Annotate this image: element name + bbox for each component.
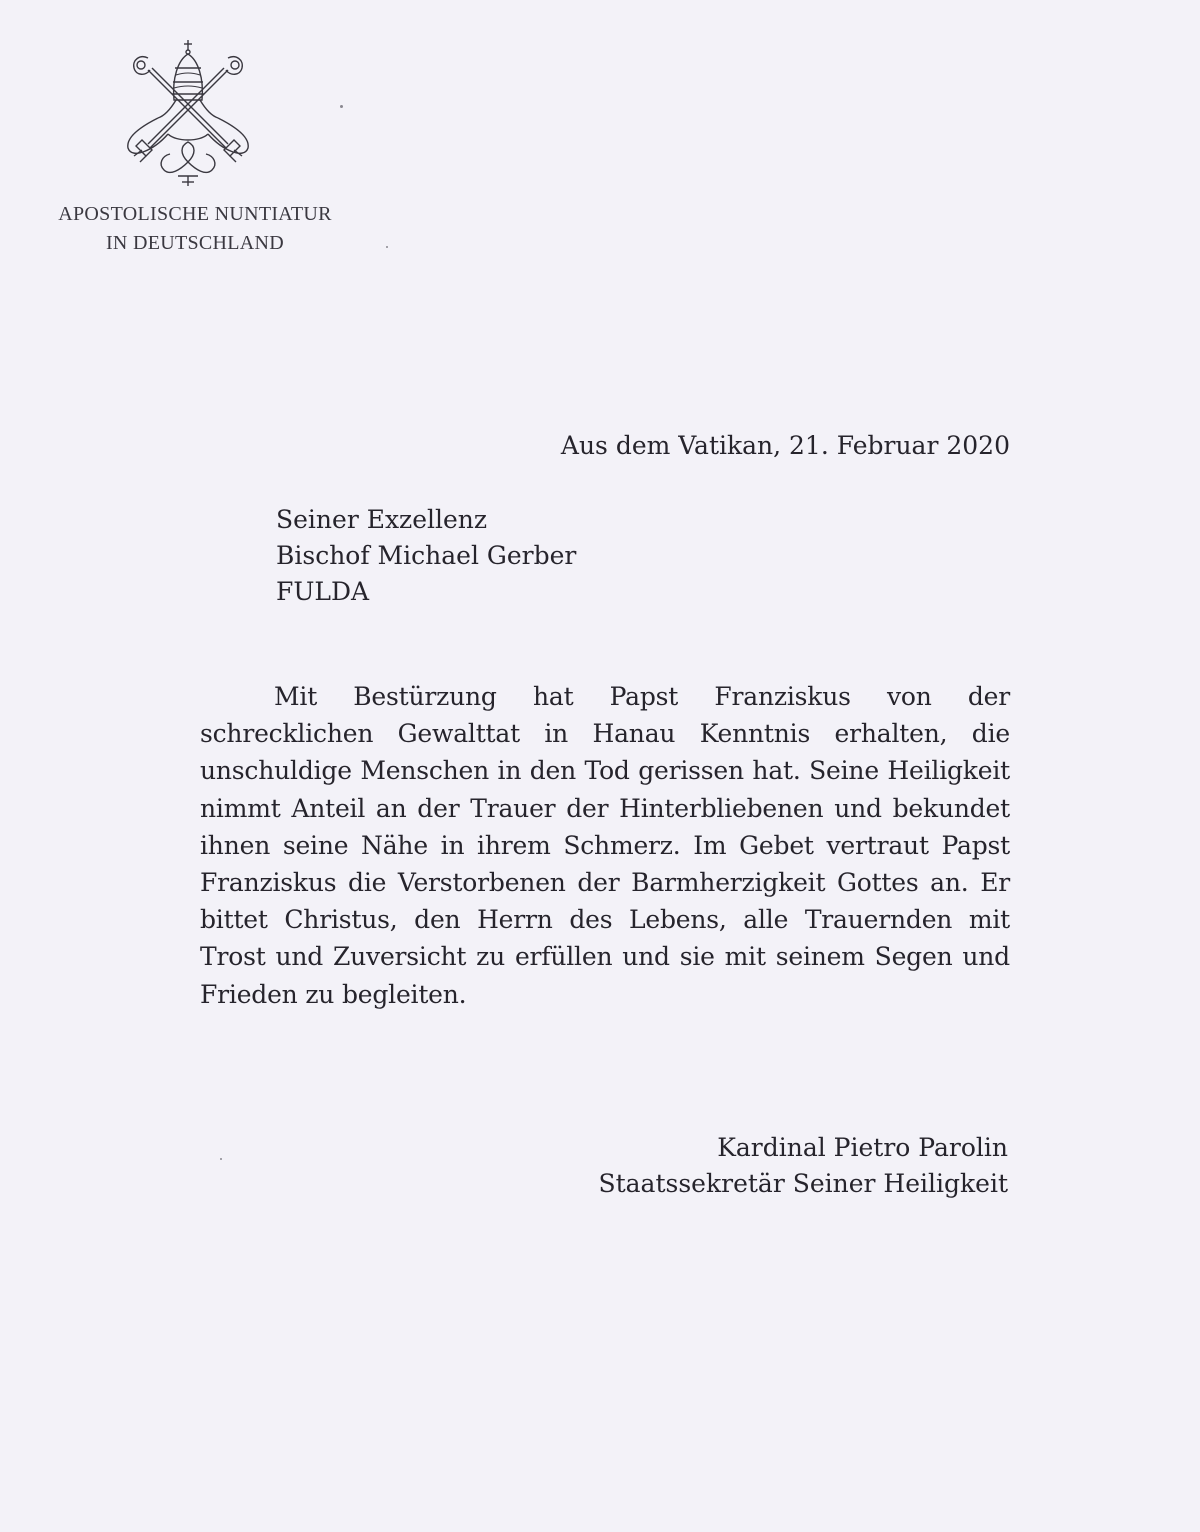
scan-speck bbox=[220, 1158, 222, 1160]
letterhead bbox=[0, 200, 390, 258]
recipient-line-3: FULDA bbox=[276, 577, 370, 606]
recipient-line-2: Bischof Michael Gerber bbox=[276, 541, 577, 570]
scan-speck bbox=[386, 246, 388, 248]
signature-name: Kardinal Pietro Parolin bbox=[717, 1133, 1008, 1162]
scan-speck bbox=[340, 105, 343, 108]
papal-keys-tiara-icon bbox=[118, 38, 258, 188]
date-line: Aus dem Vatikan, 21. Februar 2020 bbox=[560, 431, 1010, 460]
recipient-line-1: Seiner Exzellenz bbox=[276, 505, 488, 534]
recipient-address bbox=[276, 502, 576, 610]
signature-block bbox=[598, 1130, 1008, 1202]
letterhead-line-1: APOSTOLISCHE NUNTIATUR bbox=[58, 203, 332, 225]
letter-body: Mit Bestürzung hat Papst Franziskus von der schrecklichen Gewalttat in Hanau Kenntnis erhalten, die unschuldige Menschen in den Tod gerissen hat. Seine Heiligkeit nimmt Anteil an der Trauer der Hinterbliebenen und bekundet ihnen seine Nähe in ihrem Schmerz. Im Gebet vertraut Papst Franziskus die Verstorbenen der Barmherzigkeit Gottes an. Er bittet Christus, den Herrn des Lebens, alle Trauernden mit Trost und Zuversicht zu erfüllen und sie mit seinem Segen und Frieden zu begleiten. bbox=[200, 682, 1010, 1009]
signature-title: Staatssekretär Seiner Heiligkeit bbox=[598, 1169, 1008, 1198]
letterhead-line-2: IN DEUTSCHLAND bbox=[105, 232, 285, 254]
